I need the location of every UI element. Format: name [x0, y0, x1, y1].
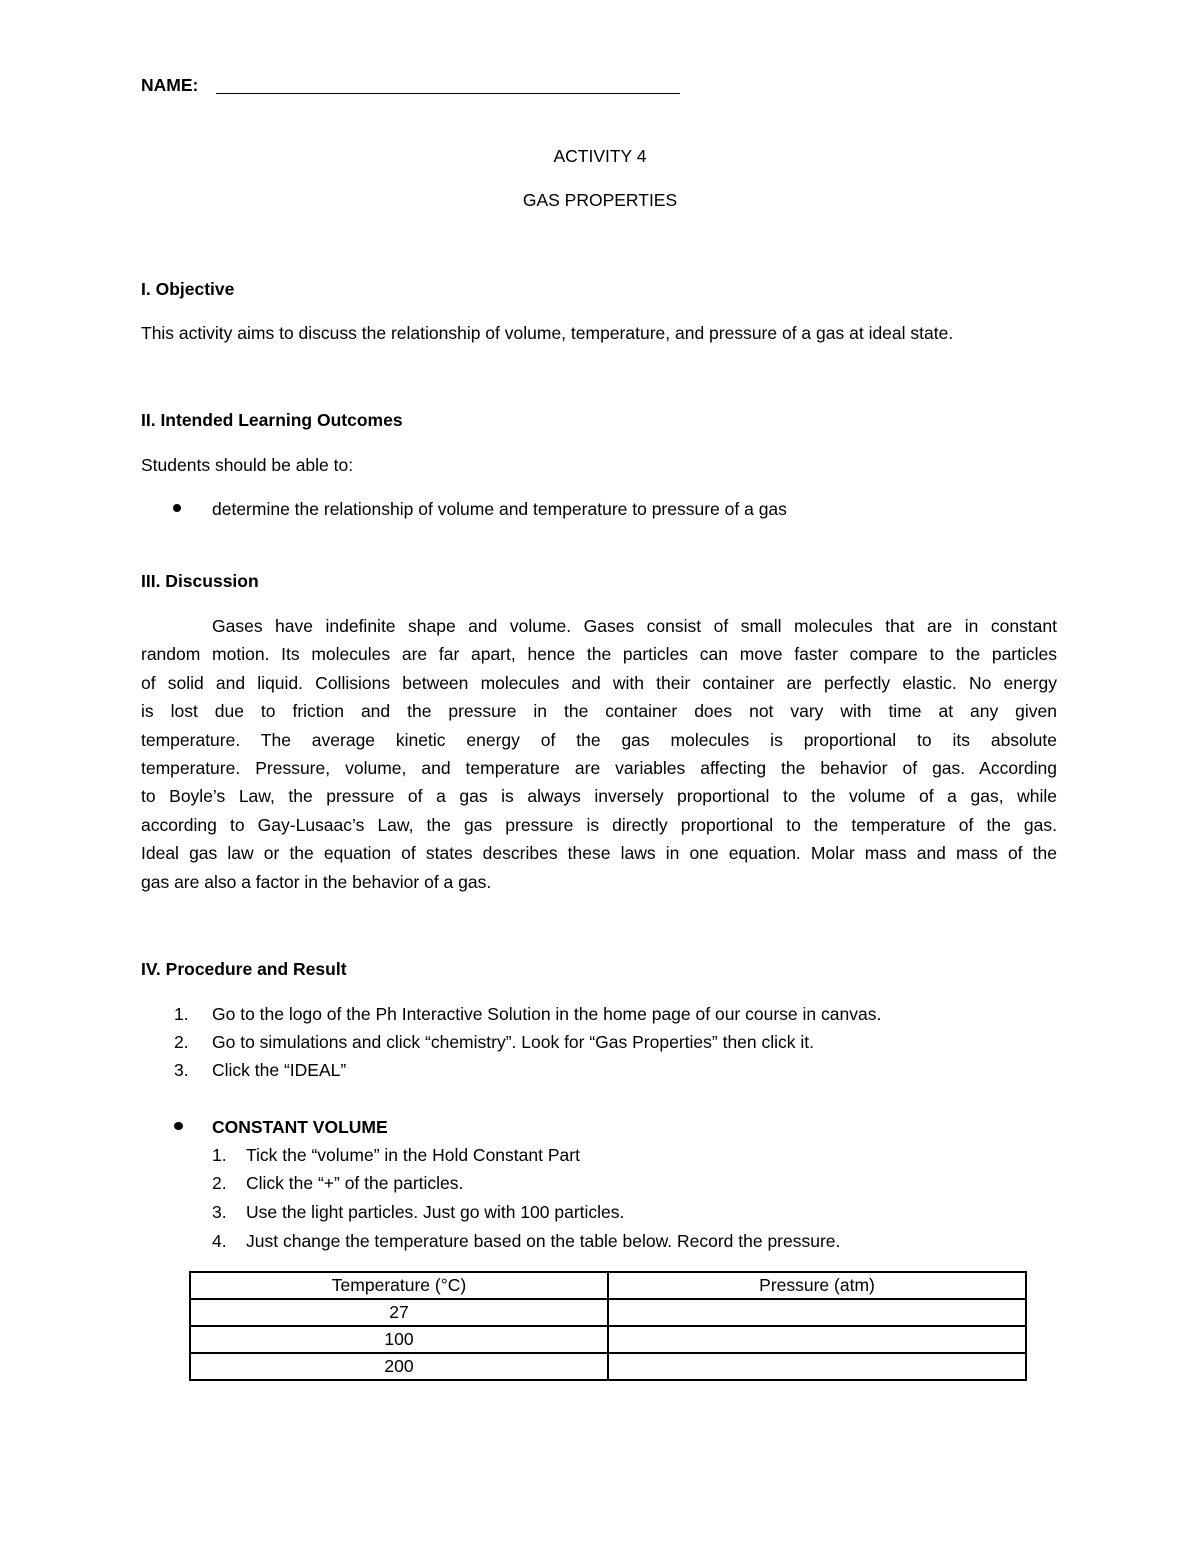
table-row	[190, 1326, 1026, 1353]
step-number: 3.	[174, 1060, 189, 1080]
discussion-line: gas are also a factor in the behavior of a gas.	[141, 872, 492, 892]
discussion-line: to Boyle’s Law, the pressure of a gas is always inversely proportional to the volume of a gas, while	[141, 786, 1057, 806]
substep-text: Use the light particles. Just go with 100 particles.	[246, 1202, 625, 1222]
pressure-cell[interactable]	[608, 1299, 1026, 1326]
activity-number: ACTIVITY 4	[553, 146, 647, 166]
ilo-item: determine the relationship of volume and temperature to pressure of a gas	[212, 499, 787, 519]
substep-number: 4.	[212, 1231, 227, 1251]
results-table	[189, 1271, 1027, 1381]
step-text: Go to the logo of the Ph Interactive Solution in the home page of our course in canvas.	[212, 1004, 882, 1024]
document-title: GAS PROPERTIES	[522, 190, 678, 210]
discussion-line: of solid and liquid. Collisions between molecules and with their container are perfectly elastic. No energy	[141, 673, 1057, 693]
discussion-line: is lost due to friction and the pressure in the container does not vary with time at any given	[141, 701, 1057, 721]
objective-heading: I. Objective	[141, 279, 235, 299]
discussion-heading: III. Discussion	[141, 571, 259, 591]
bullet-icon	[174, 1122, 183, 1130]
temperature-cell: 27	[190, 1299, 608, 1326]
discussion-line: random motion. Its molecules are far apart, hence the particles can move faster compare to the particles	[141, 644, 1057, 664]
substep-number: 1.	[212, 1145, 227, 1165]
table-header-row	[190, 1272, 1026, 1299]
step-text: Go to simulations and click “chemistry”. Look for “Gas Properties” then click it.	[212, 1032, 815, 1052]
procedure-heading: IV. Procedure and Result	[141, 959, 347, 979]
substep-number: 3.	[212, 1202, 227, 1222]
discussion-line: according to Gay-Lusaac’s Law, the gas pressure is directly proportional to the temperature of the gas.	[141, 815, 1057, 835]
discussion-line: temperature. Pressure, volume, and temperature are variables affecting the behavior of gas. According	[141, 758, 1057, 778]
ilo-heading: II. Intended Learning Outcomes	[141, 410, 403, 430]
objective-text: This activity aims to discuss the relationship of volume, temperature, and pressure of a gas at ideal state.	[141, 323, 954, 343]
substep-text: Tick the “volume” in the Hold Constant Part	[246, 1145, 580, 1165]
discussion-line: temperature. The average kinetic energy of the gas molecules is proportional to its absolute	[141, 730, 1057, 750]
name-label: NAME:	[141, 75, 199, 95]
discussion-line: Gases have indefinite shape and volume. Gases consist of small molecules that are in constant	[212, 616, 1057, 636]
substep-text: Just change the temperature based on the table below. Record the pressure.	[246, 1231, 841, 1251]
temperature-cell: 100	[190, 1326, 608, 1353]
bullet-icon	[173, 504, 181, 512]
constant-volume-heading: CONSTANT VOLUME	[212, 1117, 388, 1137]
pressure-cell[interactable]	[608, 1326, 1026, 1353]
pressure-header: Pressure (atm)	[608, 1272, 1026, 1299]
step-number: 1.	[174, 1004, 189, 1024]
temperature-cell: 200	[190, 1353, 608, 1380]
name-blank-line	[216, 93, 680, 94]
temperature-header: Temperature (°C)	[190, 1272, 608, 1299]
ilo-intro: Students should be able to:	[141, 455, 354, 475]
step-number: 2.	[174, 1032, 189, 1052]
table-row	[190, 1299, 1026, 1326]
discussion-line: Ideal gas law or the equation of states describes these laws in one equation. Molar mass and mass of the	[141, 843, 1057, 863]
substep-number: 2.	[212, 1173, 227, 1193]
step-text: Click the “IDEAL”	[212, 1060, 347, 1080]
pressure-cell[interactable]	[608, 1353, 1026, 1380]
substep-text: Click the “+” of the particles.	[246, 1173, 464, 1193]
table-row	[190, 1353, 1026, 1380]
